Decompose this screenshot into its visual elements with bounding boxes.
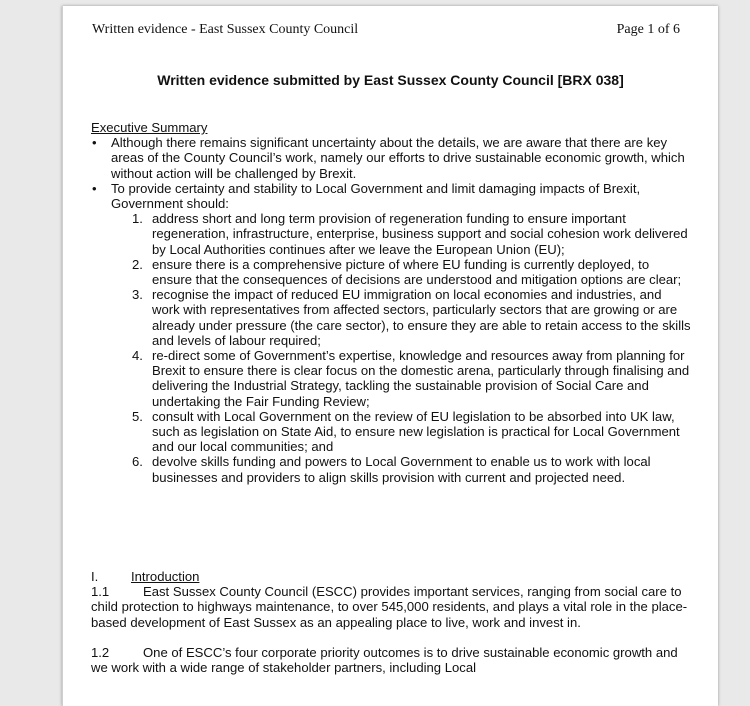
list-item: • To provide certainty and stability to Local Government and limit damaging impacts of Brexit, Government should: 1. address short and long term provision of regeneration funding to ensure important regeneration, infrastructure, enterprise, business support and social cohesion work delivered by Local Authorities continues after we leave the European Union (EU); 2. ensure there is a comprehensive picture of where EU funding is currently deployed, to ensure that the consequences of decisions are understood and mitigation options are clear; 3. recognise the impact of reduced EU immigration on local economies and industries, and work with representatives from affected sectors, particularly sectors that are growing or are already under pressure (the care sector), to ensure they are able to retain access to the skills and levels of labour required; 4. re-direct some of Government’s expertise, knowledge and resources away from planning for Brexit to ensure there is clear focus on the domestic arena, particularly through finalising and delivering the Industrial Strategy, tackling the sustainable provision of Social Care and undertaking the Fair Funding Review; 5. consult with Local Government on the review of EU legislation to be absorbed into UK law, such as legislation on State Aid, to ensure new legislation is practical for Local Government and our local communities; and 6. devolve skills funding and powers to Local Government to enable us to work with local businesses and providers to align skills provision with current and projected need.	[92, 180, 691, 485]
recommendations-list	[111, 211, 691, 485]
list-item: 2. ensure there is a comprehensive picture of where EU funding is currently deployed, to ensure that the consequences of decisions are understood and mitigation options are clear;	[132, 256, 682, 288]
bullet-icon: •	[92, 180, 97, 196]
paragraph-1-2: 1.2 One of ESCC’s four corporate priority outcomes is to drive sustainable economic growth and we work with a wide range of stakeholder partners, including Local	[91, 644, 678, 676]
header-title: Written evidence - East Sussex County Council	[92, 22, 359, 37]
page-header	[92, 22, 680, 38]
paragraph-1-1: 1.1 East Sussex County Council (ESCC) provides important services, ranging from social care to child protection to highways maintenance, to over 545,000 residents, and plays a vital role in the place-based development of East Sussex as an appealing place to live, work and invest in.	[91, 584, 688, 630]
page-number: Page 1 of 6	[616, 22, 680, 37]
section-heading: I. Introduction	[91, 569, 200, 584]
exec-summary-bullets	[91, 135, 691, 485]
list-item: 5. consult with Local Government on the review of EU legislation to be absorbed into UK law, such as legislation on State Aid, to ensure new legislation is practical for Local Government and our local communities; and	[132, 408, 680, 455]
document-page	[62, 6, 718, 706]
introduction-section	[91, 569, 691, 675]
list-item: 3. recognise the impact of reduced EU immigration on local economies and industries, and work with representatives from affected sectors, particularly sectors that are growing or are already under pressure (the care sector), to ensure they are able to retain access to the skills and levels of labour required;	[132, 287, 691, 348]
document-title: Written evidence submitted by East Sussex County Council [BRX 038]	[157, 72, 624, 88]
list-item: 6. devolve skills funding and powers to Local Government to enable us to work with local businesses and providers to align skills provision with current and projected need.	[132, 454, 651, 485]
executive-summary	[91, 120, 691, 485]
list-item: • Although there remains significant uncertainty about the details, we are aware that there are key areas of the County Council’s work, namely our efforts to drive sustainable economic growth, which without action will be challenged by Brexit.	[92, 135, 685, 181]
bullet-icon: •	[92, 135, 97, 151]
exec-summary-heading: Executive Summary	[91, 120, 208, 135]
list-item: 4. re-direct some of Government’s expertise, knowledge and resources away from planning for Brexit to ensure there is clear focus on the domestic arena, particularly through finalising and delivering the Industrial Strategy, tackling the sustainable provision of Social Care and undertaking the Fair Funding Review;	[132, 348, 690, 409]
list-item: 1. address short and long term provision of regeneration funding to ensure important regeneration, infrastructure, enterprise, business support and social cohesion work delivered by Local Authorities continues after we leave the European Union (EU);	[132, 211, 688, 257]
